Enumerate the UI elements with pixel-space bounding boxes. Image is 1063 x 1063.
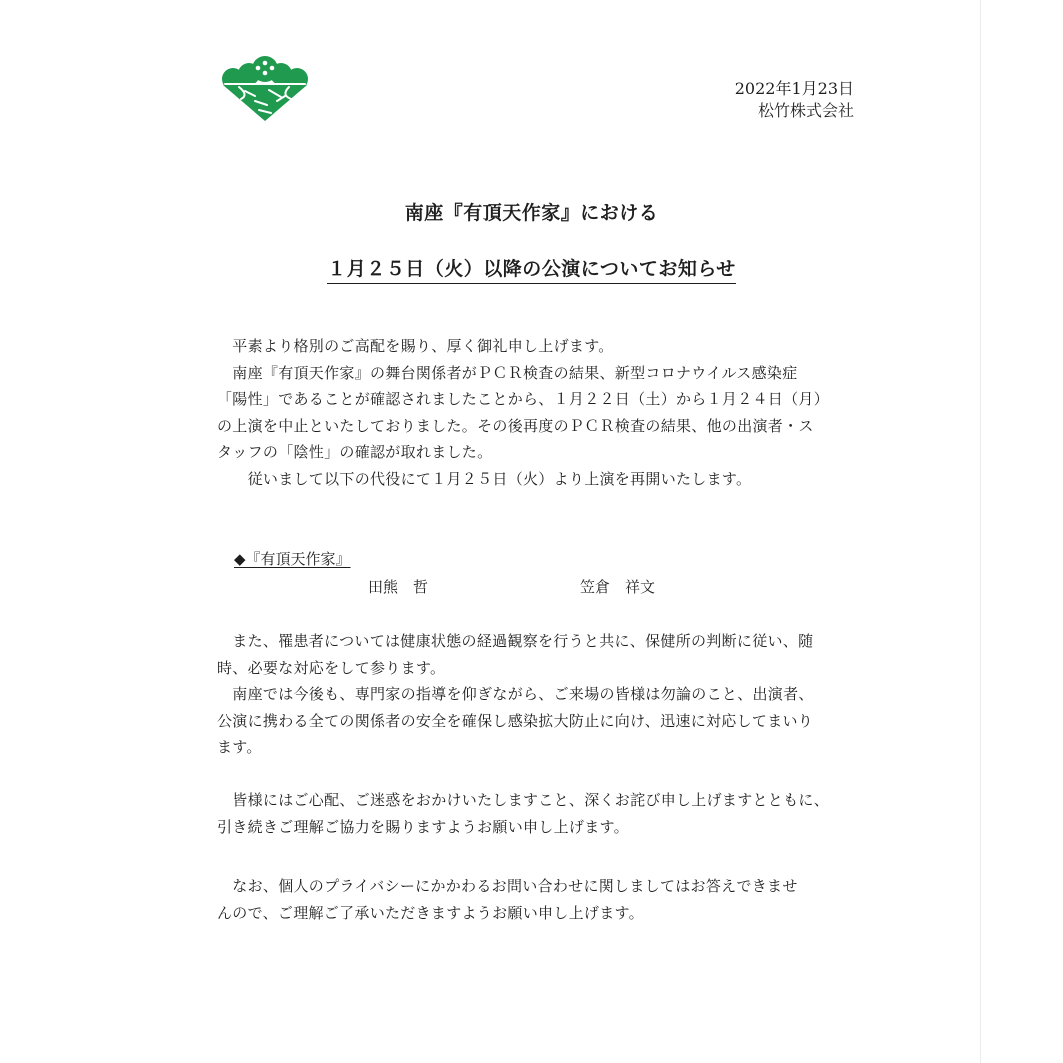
shochiku-logo — [219, 55, 311, 123]
text-line: んので、ご理解ご了承いただきますようお願い申し上げます。 — [217, 903, 644, 922]
text-line: 時、必要な対応をして参ります。 — [217, 658, 446, 677]
header-right — [735, 78, 854, 122]
followup-paragraph — [217, 628, 867, 761]
text-line: 南座『有頂天作家』の舞台関係者がＰＣＲ検査の結果、新型コロナウイルス感染症 — [217, 363, 798, 382]
text-line: 従いまして以下の代役にて１月２５日（火）より上演を再開いたします。 — [217, 469, 752, 488]
notice-title-line2-text: １月２５日（火）以降の公演についてお知らせ — [327, 258, 736, 284]
company-name: 松竹株式会社 — [757, 101, 854, 120]
text-line: ます。 — [217, 738, 262, 756]
apology-paragraph — [217, 787, 867, 840]
issue-date: 2022年1月23日 — [734, 79, 854, 98]
text-line: タッフの「陰性」の確認が取れました。 — [217, 443, 493, 461]
privacy-paragraph — [217, 873, 867, 926]
notice-title-line1: 南座『有頂天作家』における — [404, 202, 659, 224]
original-cast-name: 田熊 哲 — [368, 578, 429, 596]
text-line: また、罹患者については健康状態の経過観察を行うと共に、保健所の判断に従い、随 — [217, 632, 814, 650]
text-line: 南座では今後も、専門家の指導を仰ぎながら、ご来場の皆様は勿論のこと、出演者、 — [217, 685, 814, 703]
intro-paragraph — [217, 333, 867, 492]
text-line: 公演に携わる全ての関係者の安全を確保し感染拡大防止に向け、迅速に対応してまいり — [217, 711, 814, 730]
page-edge-divider — [980, 0, 981, 1063]
text-line: 引き続きご理解ご協力を賜りますようお願い申し上げます。 — [217, 817, 629, 836]
text-line: 「陽性」であることが確認されましたことから、１月２２日（土）から１月２４日（月） — [217, 390, 830, 408]
notice-title-line2 — [0, 254, 1063, 281]
text-line: 平素より格別のご高配を賜り、厚く御礼申し上げます。 — [217, 337, 614, 355]
cast-section-label: ◆『有頂天作家』 — [234, 550, 351, 568]
understudy-cast-name: 笠倉 祥文 — [580, 578, 656, 596]
text-line: 皆様にはご心配、ご迷惑をおかけいたしますこと、深くお詫び申し上げますとともに、 — [217, 791, 830, 809]
text-line: の上演を中止といたしておりました。その後再度のＰＣＲ検査の結果、他の出演者・ス — [217, 416, 814, 435]
text-line: なお、個人のプライバシーにかかわるお問い合わせに関しましてはお答えできませ — [217, 877, 798, 895]
